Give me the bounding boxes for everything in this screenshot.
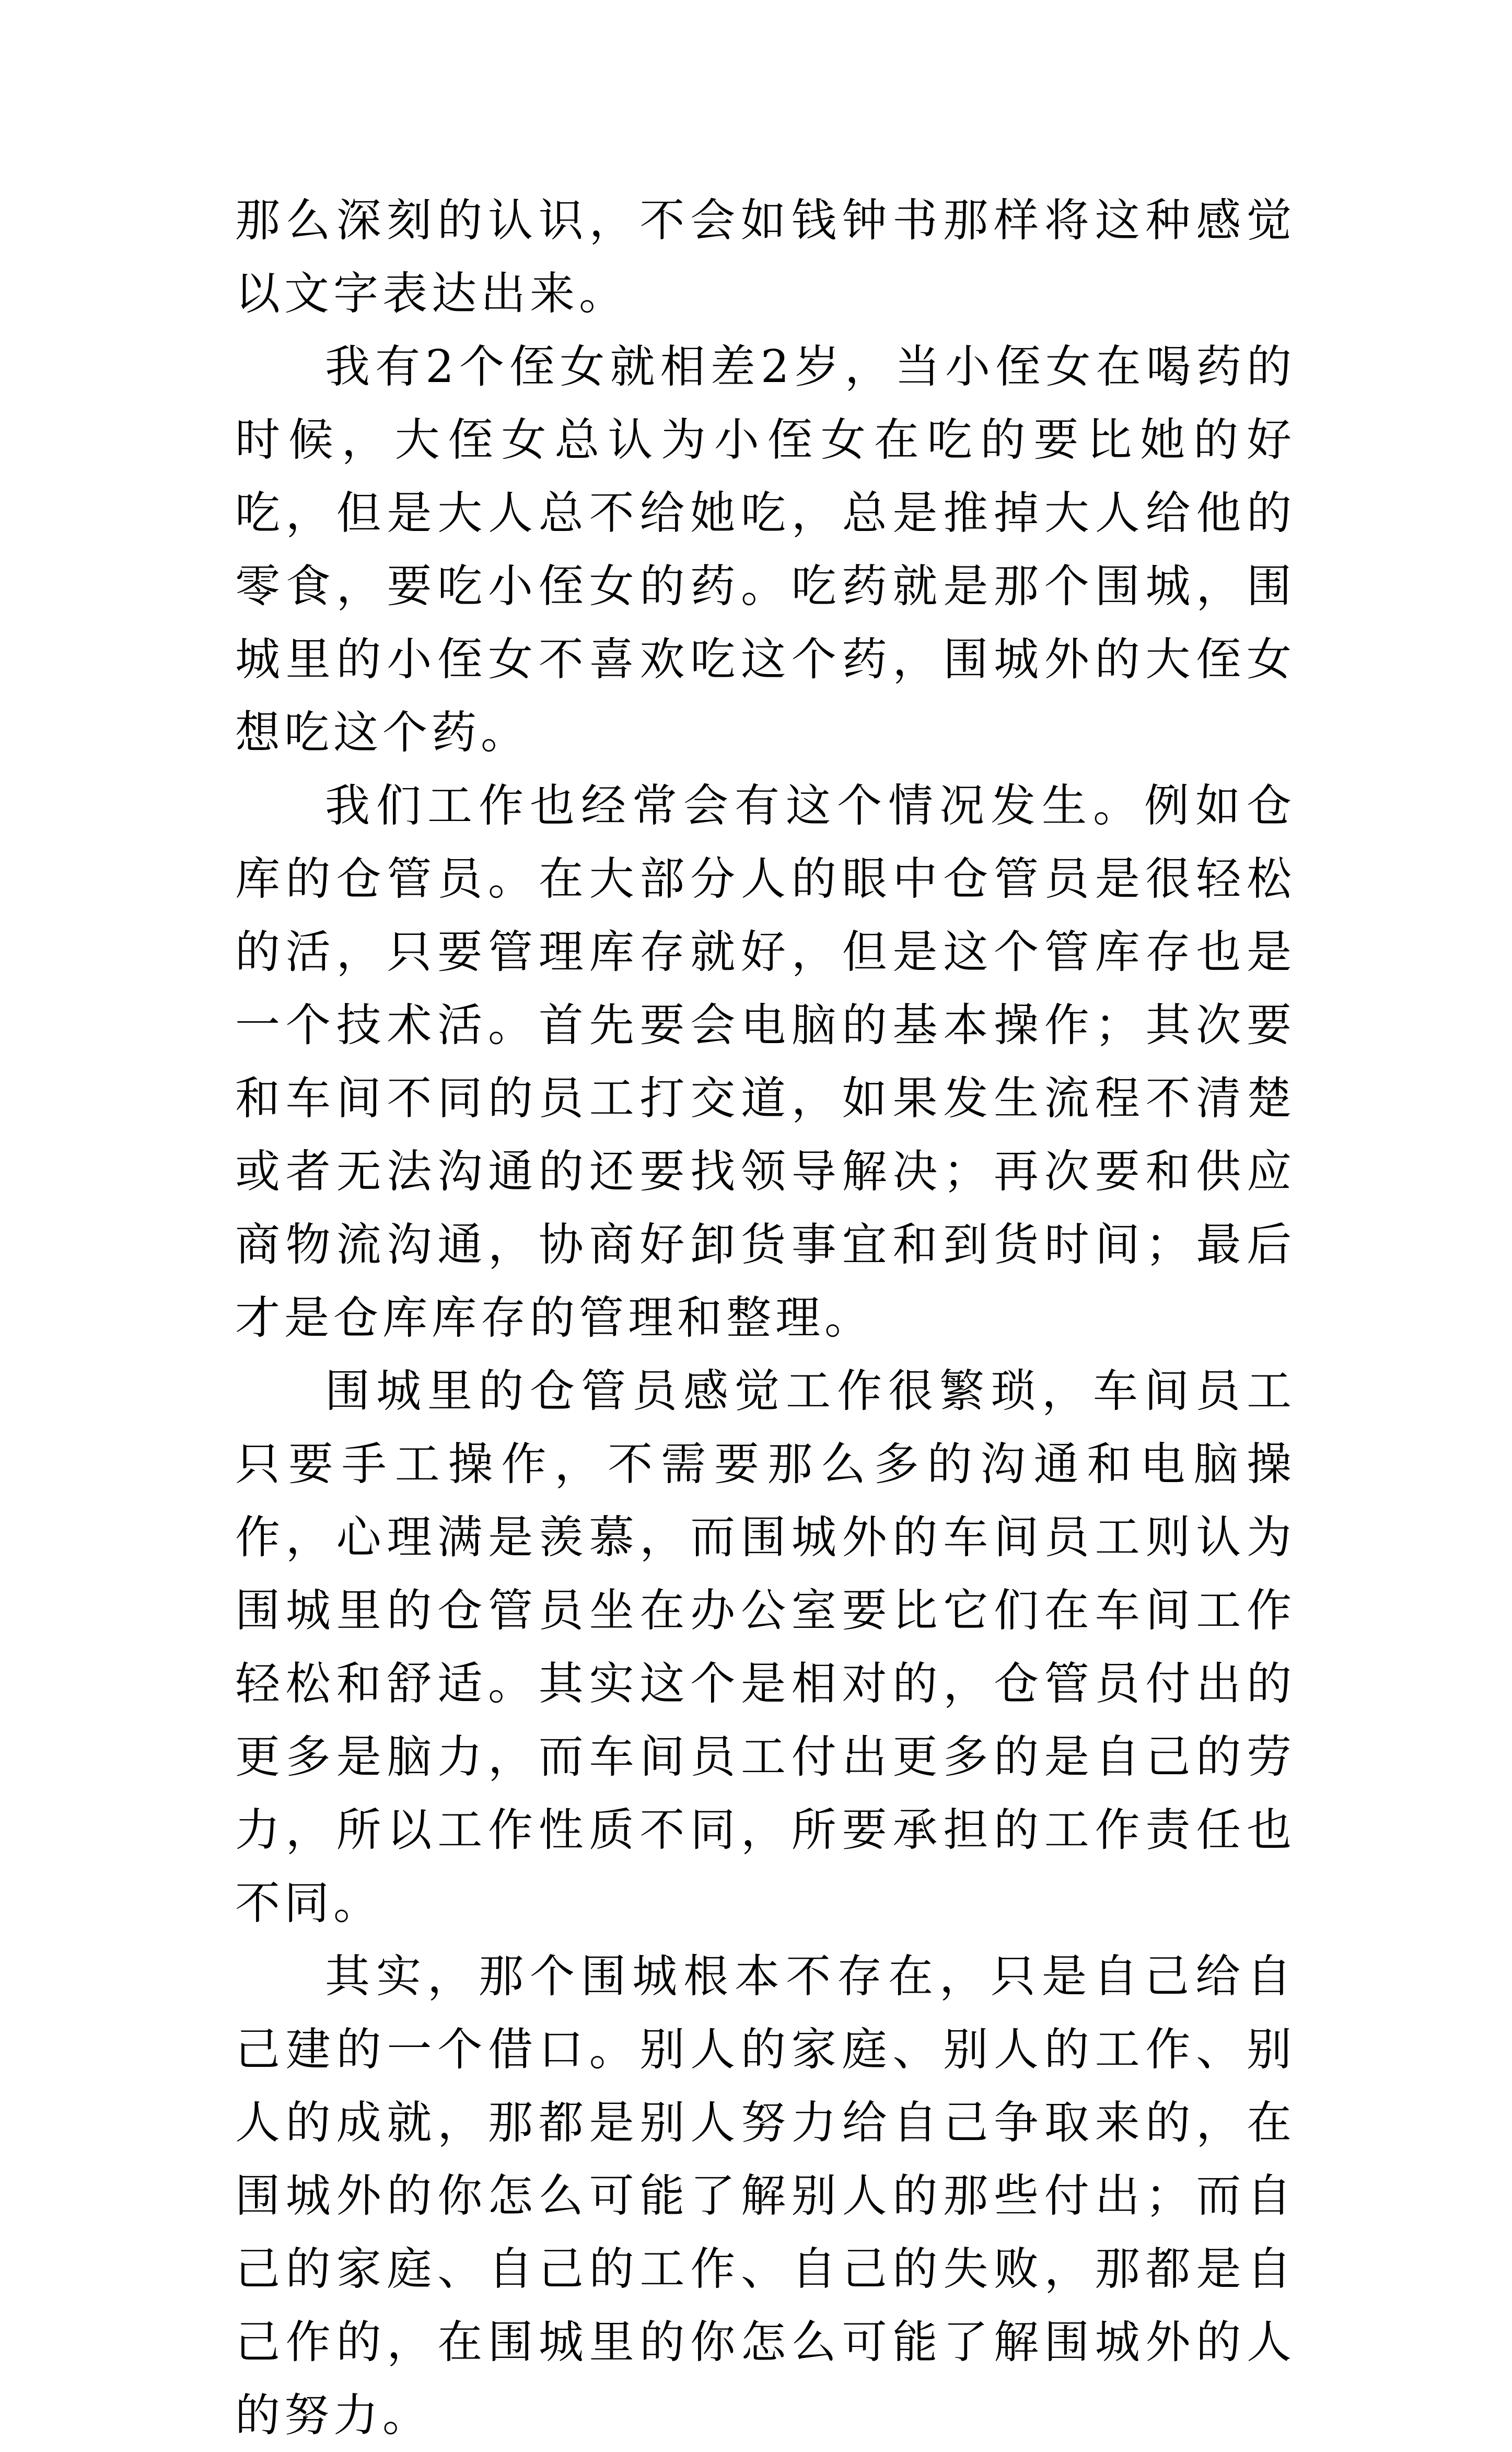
paragraph-warehouse-clerk: 我们工作也经常会有这个情况发生。例如仓库的仓管员。在大部分人的眼中仓管员是很轻松的活，只要管理库存就好，但是这个管库存也是一个技术活。首先要会电脑的基本操作；其次要和车间不同的员工打交道，如果发生流程不清楚或者无法沟通的还要找领导解决；再次要和供应商物流沟通，协商好卸货事宜和到货时间；最后才是仓库库存的管理和整理。 [235,780,1296,1344]
paragraph-continuation: 那么深刻的认识，不会如钱钟书那样将这种感觉以文字表达出来。 [235,194,1296,320]
document-body [235,184,1296,2452]
paragraph-fortress-comparison: 围城里的仓管员感觉工作很繁琐，车间员工只要手工操作，不需要那么多的沟通和电脑操作，心理满是羡慕，而围城外的车间员工则认为围城里的仓管员坐在办公室要比它们在车间工作轻松和舒适。其实这个是相对的，仓管员付出的更多是脑力，而车间员工付出更多的是自己的劳力，所以工作性质不同，所要承担的工作责任也不同。 [235,1365,1296,1929]
paragraph-conclusion: 其实，那个围城根本不存在，只是自己给自己建的一个借口。别人的家庭、别人的工作、别人的成就，那都是别人努力给自己争取来的，在围城外的你怎么可能了解别人的那些付出；而自己的家庭、自己的工作、自己的失败，那都是自己作的，在围城里的你怎么可能了解围城外的人的努力。 [235,1950,1296,2442]
paragraph-nieces: 我有2个侄女就相差2岁，当小侄女在喝药的时候，大侄女总认为小侄女在吃的要比她的好吃，但是大人总不给她吃，总是推掉大人给他的零食，要吃小侄女的药。吃药就是那个围城，围城里的小侄女不喜欢吃这个药，围城外的大侄女想吃这个药。 [235,341,1296,759]
